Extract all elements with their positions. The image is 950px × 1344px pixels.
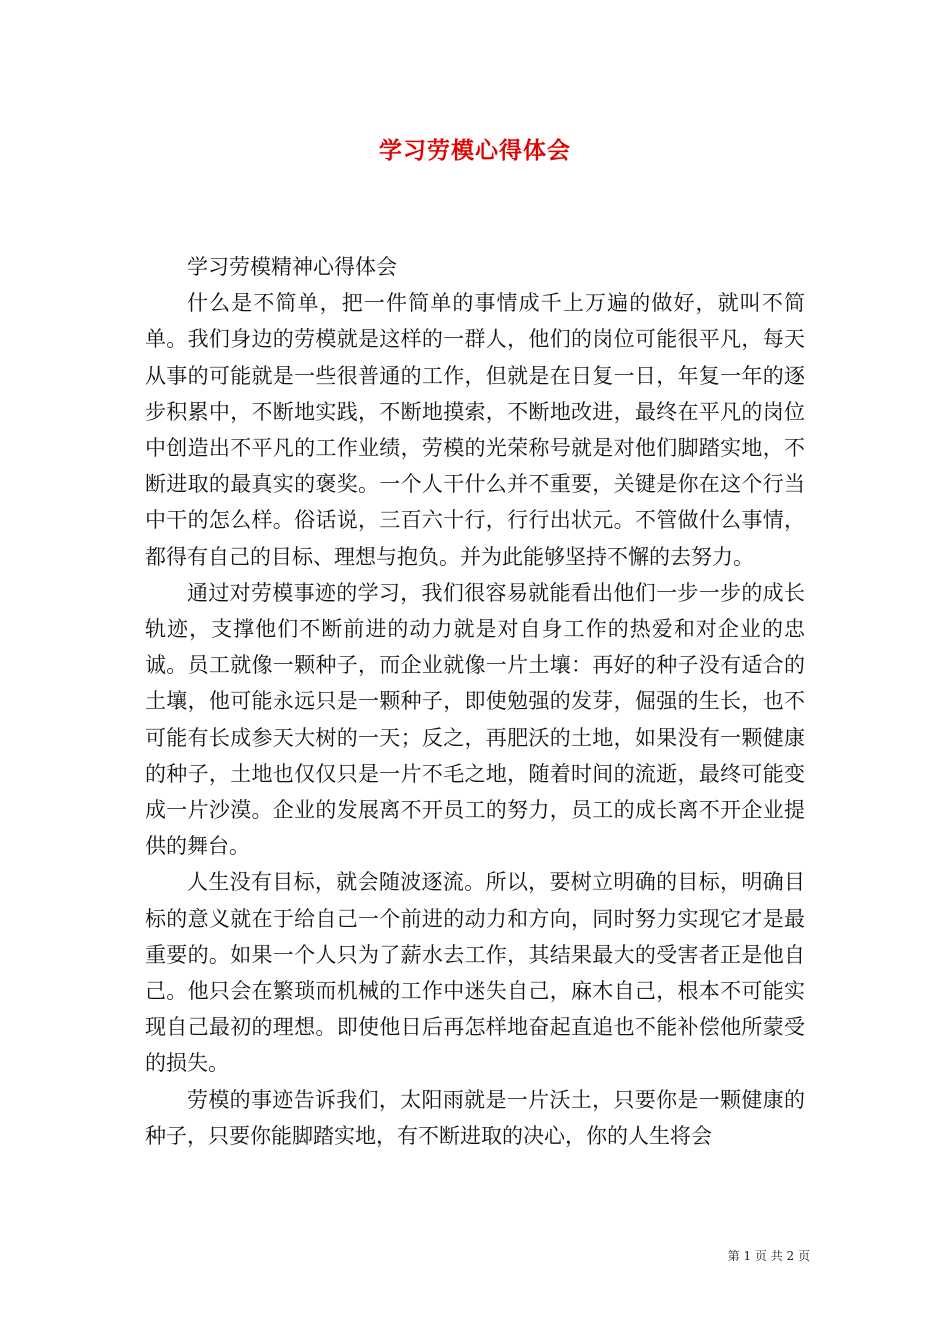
- paragraph: 通过对劳模事迹的学习，我们很容易就能看出他们一步一步的成长轨迹，支撑他们不断前进的动力就是对自身工作的热爱和对企业的忠诚。员工就像一颗种子，而企业就像一片土壤：再好的种子没有适合的土壤，他可能永远只是一颗种子，即使勉强的发芽，倔强的生长，也不可能有长成参天大树的一天；反之，再肥沃的土地，如果没有一颗健康的种子，土地也仅仅只是一片不毛之地，随着时间的流逝，最终可能变成一片沙漠。企业的发展离不开员工的努力，员工的成长离不开企业提供的舞台。: [145, 580, 805, 859]
- paragraph: 什么是不简单，把一件简单的事情成千上万遍的做好，就叫不简单。我们身边的劳模就是这样的一群人，他们的岗位可能很平凡，每天从事的可能就是一些很普通的工作，但就是在日复一日，年复一年的逐步积累中，不断地实践，不断地摸索，不断地改进，最终在平凡的岗位中创造出不平凡的工作业绩，劳模的光荣称号就是对他们脚踏实地，不断进取的最真实的褒奖。一个人干什么并不重要，关键是你在这个行当中干的怎么样。俗话说，三百六十行，行行出状元。不管做什么事情，都得有自己的目标、理想与抱负。并为此能够坚持不懈的去努力。: [145, 291, 805, 569]
- paragraph: 人生没有目标，就会随波逐流。所以，要树立明确的目标，明确目标的意义就在于给自己一个前进的动力和方向，同时努力实现它才是最重要的。如果一个人只为了薪水去工作，其结果最大的受害者正是他自己。他只会在繁琐而机械的工作中迷失自己，麻木自己，根本不可能实现自己最初的理想。即使他日后再怎样地奋起直追也不能补偿他所蒙受的损失。: [145, 870, 805, 1076]
- document-body: [145, 249, 805, 1154]
- paragraph-subtitle: 学习劳模精神心得体会: [187, 255, 397, 279]
- page-number-footer: 第 1 页 共 2 页: [727, 1249, 810, 1263]
- document-title: 学习劳模心得体会: [379, 137, 571, 164]
- paragraph: 劳模的事迹告诉我们，太阳雨就是一片沃土，只要你是一颗健康的种子，只要你能脚踏实地，有不断进取的决心，你的人生将会: [145, 1087, 805, 1148]
